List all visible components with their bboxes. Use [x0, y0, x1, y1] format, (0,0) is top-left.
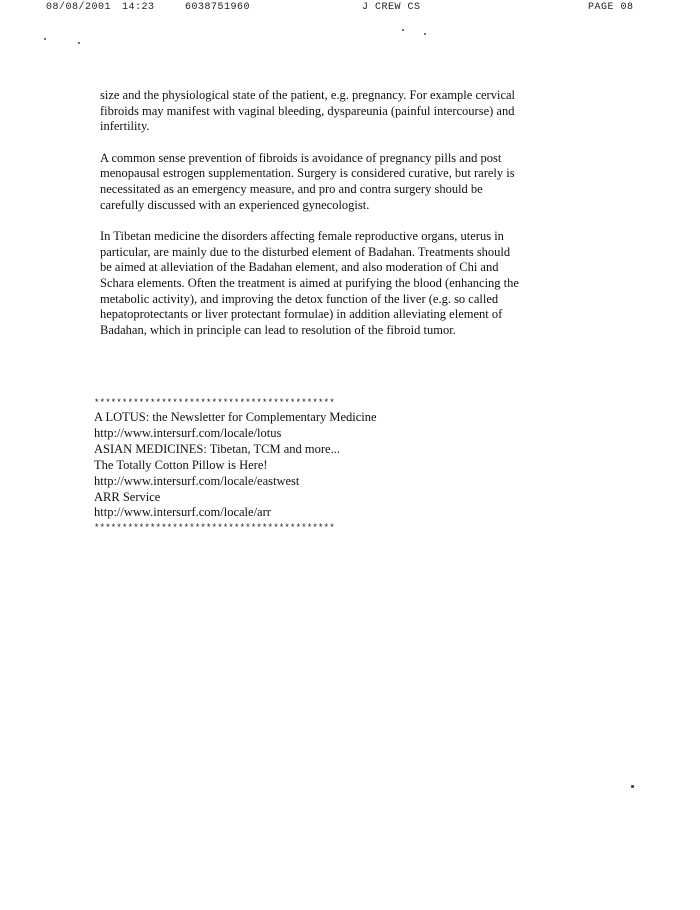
footer-lotus-link[interactable]: http://www.intersurf.com/locale/lotus [94, 425, 282, 440]
separator-top: ******************************************* [94, 398, 335, 408]
fax-phone-number: 6038751960 [185, 2, 251, 13]
scan-speck [78, 42, 80, 44]
footer-arr-link[interactable]: http://www.intersurf.com/locale/arr [94, 505, 271, 520]
footer-arr-service: ARR Service [94, 489, 161, 504]
footer-asian-medicines: ASIAN MEDICINES: Tibetan, TCM and more... [94, 441, 340, 456]
paragraph-prevention: A common sense prevention of fibroids is avoidance of pregnancy pills and post menopausal estrogen supplementation. Surgery is considered curative, but rarely is necessitated as an emergency measure, and pro and contra surgery should be carefully discussed with an experienced gynecologist. [100, 150, 515, 212]
footer-eastwest-link[interactable]: http://www.intersurf.com/locale/eastwest [94, 473, 300, 488]
paragraph-symptoms: size and the physiological state of the patient, e.g. pregnancy. For example cervical fibroids may manifest with vaginal bleeding, dyspareunia (painful intercourse) and infertility. [100, 88, 516, 134]
scan-speck [44, 38, 46, 40]
scan-speck [402, 29, 404, 31]
article-body [100, 88, 520, 354]
separator-bottom: ******************************************* [94, 523, 335, 534]
footer-lotus-newsletter: A LOTUS: the Newsletter for Complementary Medicine [94, 410, 377, 424]
newsletter-footer [94, 396, 434, 535]
paragraph-tibetan-medicine: In Tibetan medicine the disorders affecting female reproductive organs, uterus in particular, are mainly due to the disturbed element of Badahan. Treatments should be aimed at alleviation of the Badahan element, and also moderation of Chi and Schara elements. Often the treatment is aimed at purifying the blood (enhancing the metabolic activity), and improving the detox function of the liver (e.g. so called hepatoprotectants or liver protectant formulae) in addition alleviating element of Badahan, which in principle can lead to resolution of the fibroid tumor. [100, 229, 519, 337]
fax-date: 08/08/2001 [46, 2, 112, 13]
fax-sender: J CREW CS [362, 2, 421, 13]
scan-speck [631, 785, 634, 788]
fax-page-number: PAGE 08 [588, 2, 634, 13]
fax-time: 14:23 [122, 2, 155, 13]
footer-cotton-pillow: The Totally Cotton Pillow is Here! [94, 457, 268, 472]
scan-speck [424, 33, 426, 35]
fax-header [0, 0, 700, 16]
